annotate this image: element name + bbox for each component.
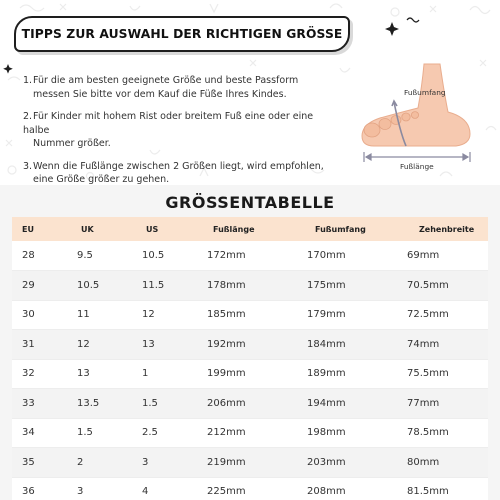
cell-foot-length: 212mm [197,418,297,448]
tip-text: Für die am besten geeignete Größe und beste Passform [33,75,299,86]
cell-us: 11.5 [132,271,197,301]
circumference-label: Fußumfang [404,88,446,97]
cell-foot-circumference: 179mm [297,300,397,330]
tip-number: 1. [23,75,33,86]
foot-diagram [352,62,487,172]
cell-foot-length: 219mm [197,448,297,478]
cell-toe-width: 75.5mm [397,359,488,389]
cell-eu: 28 [12,241,67,271]
cell-us: 2.5 [132,418,197,448]
table-row [12,330,488,360]
cell-us: 1 [132,359,197,389]
cell-foot-length: 178mm [197,271,297,301]
tip-text: Für Kinder mit hohem Rist oder breitem Fuß eine oder eine halbe [23,111,314,136]
table-row [12,448,488,478]
cell-toe-width: 69mm [397,241,488,271]
tip-item [23,74,335,101]
cell-eu: 31 [12,330,67,360]
tip-item [23,160,335,187]
tip-text: Nummer größer. [33,138,111,149]
column-header-us: US [132,217,197,241]
cell-eu: 29 [12,271,67,301]
size-table-title: GRÖSSENTABELLE [165,193,335,212]
cell-foot-circumference: 203mm [297,448,397,478]
tips-title: TIPPS ZUR AUSWAHL DER RICHTIGEN GRÖSSE [21,27,343,41]
cell-us: 12 [132,300,197,330]
column-header-foot-length: Fußlänge [197,217,297,241]
tip-text: eine Größe größer zu gehen. [33,174,170,185]
cell-toe-width: 78.5mm [397,418,488,448]
tip-item [23,110,335,151]
cell-us: 3 [132,448,197,478]
length-measure-icon [364,152,470,162]
column-header-eu: EU [12,217,67,241]
table-row [12,300,488,330]
cell-foot-circumference: 189mm [297,359,397,389]
cell-uk: 2 [67,448,132,478]
cell-uk: 13.5 [67,389,132,419]
tips-banner [14,16,350,52]
cell-eu: 36 [12,477,67,500]
cell-toe-width: 77mm [397,389,488,419]
cell-foot-circumference: 170mm [297,241,397,271]
size-table-header [12,217,488,241]
cell-eu: 33 [12,389,67,419]
cell-foot-length: 199mm [197,359,297,389]
cell-eu: 34 [12,418,67,448]
cell-toe-width: 80mm [397,448,488,478]
table-row [12,359,488,389]
cell-uk: 1.5 [67,418,132,448]
cell-foot-length: 192mm [197,330,297,360]
cell-us: 13 [132,330,197,360]
cell-foot-length: 172mm [197,241,297,271]
tips-section [0,0,500,185]
cell-us: 10.5 [132,241,197,271]
table-header-row [12,217,488,241]
tip-text: Wenn die Fußlänge zwischen 2 Größen liegt, wird empfohlen, [33,160,324,172]
cell-toe-width: 70.5mm [397,271,488,301]
column-header-toe-width: Zehenbreite [397,217,488,241]
cell-uk: 10.5 [67,271,132,301]
cell-uk: 3 [67,477,132,500]
cell-foot-circumference: 175mm [297,271,397,301]
foot-icon [362,64,470,146]
cell-uk: 12 [67,330,132,360]
cell-us: 4 [132,477,197,500]
cell-eu: 30 [12,300,67,330]
table-row [12,241,488,271]
cell-toe-width: 74mm [397,330,488,360]
tips-list [23,74,335,196]
cell-foot-length: 185mm [197,300,297,330]
column-header-uk: UK [67,217,132,241]
cell-foot-circumference: 208mm [297,477,397,500]
tip-number: 3. [23,160,33,172]
tip-number: 2. [23,111,33,122]
cell-foot-circumference: 184mm [297,330,397,360]
cell-toe-width: 72.5mm [397,300,488,330]
cell-uk: 13 [67,359,132,389]
table-row [12,271,488,301]
table-row [12,477,488,500]
cell-toe-width: 81.5mm [397,477,488,500]
length-label: Fußlänge [400,162,434,171]
tip-text: messen Sie bitte vor dem Kauf die Füße Ihres Kindes. [33,88,287,100]
cell-uk: 9.5 [67,241,132,271]
size-table [12,217,488,500]
cell-eu: 32 [12,359,67,389]
size-table-body [12,241,488,500]
cell-foot-circumference: 198mm [297,418,397,448]
table-row [12,389,488,419]
cell-foot-length: 206mm [197,389,297,419]
cell-eu: 35 [12,448,67,478]
column-header-foot-circumference: Fußumfang [297,217,397,241]
cell-foot-circumference: 194mm [297,389,397,419]
cell-uk: 11 [67,300,132,330]
table-row [12,418,488,448]
cell-foot-length: 225mm [197,477,297,500]
cell-us: 1.5 [132,389,197,419]
